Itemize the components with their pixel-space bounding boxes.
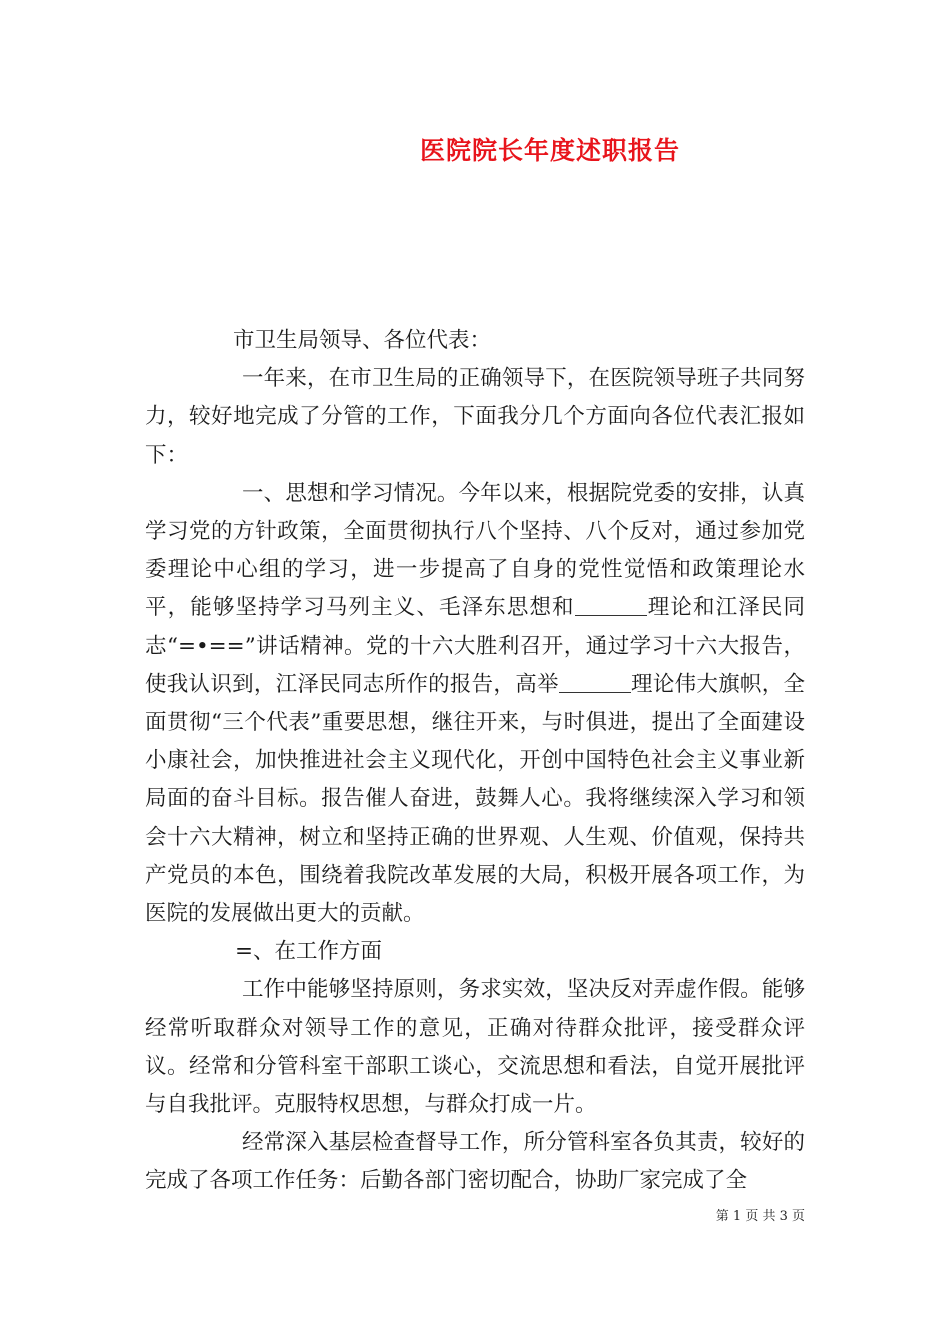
section-2-heading: =、在工作方面: [235, 939, 383, 965]
work-paragraph: 工作中能够坚持原则，务求实效，坚决反对弄虚作假。能够经常听取群众对领导工作的意见，正确对待群众批评，接受群众评议。经常和分管科室干部职工谈心，交流思想和看法，自觉开展批评与自我批评。克服特权思想，与群众打成一片。: [145, 977, 805, 1118]
blank-underline: [559, 672, 631, 693]
blank-underline: [575, 595, 647, 616]
section-1-paragraph: [145, 475, 805, 933]
page-number-footer: 第 1 页 共 3 页: [715, 1209, 805, 1224]
document-title: 医院院长年度述职报告: [419, 136, 680, 165]
intro-paragraph: 一年来，在市卫生局的正确领导下，在医院领导班子共同努力，较好地完成了分管的工作，下面我分几个方面向各位代表汇报如下：: [145, 366, 805, 468]
salutation: 市卫生局领导、各位代表：: [233, 328, 492, 353]
section-1-text-part-2: 理论和江泽民同志“=•==”讲话精神。党的十六大胜利召开，通过学习十六大报告，使我认识到，江泽民同志所作的报告，高举: [145, 595, 805, 697]
document-body: [145, 322, 805, 1201]
section-1-text-part-1: 一、思想和学习情况。今年以来，根据院党委的安排，认真学习党的方针政策，全面贯彻执行八个坚持、八个反对，通过参加党委理论中心组的学习，进一步提高了自身的党性觉悟和政策理论水平，能够坚持学习马列主义、毛泽东思想和: [145, 480, 805, 621]
section-1-text-part-3: 理论伟大旗帜，全面贯彻“三个代表”重要思想，继往开来，与时俱进，提出了全面建设小康社会，加快推进社会主义现代化，开创中国特色社会主义事业新局面的奋斗目标。报告催人奋进，鼓舞人心。我将继续深入学习和领会十六大精神，树立和坚持正确的世界观、人生观、价值观，保持共产党员的本色，围绕着我院改革发展的大局，积极开展各项工作，为医院的发展做出更大的贡献。: [145, 671, 805, 927]
inspection-paragraph: 经常深入基层检查督导工作，所分管科室各负其责，较好的完成了各项工作任务：后勤各部门密切配合，协助厂家完成了全: [145, 1130, 805, 1194]
